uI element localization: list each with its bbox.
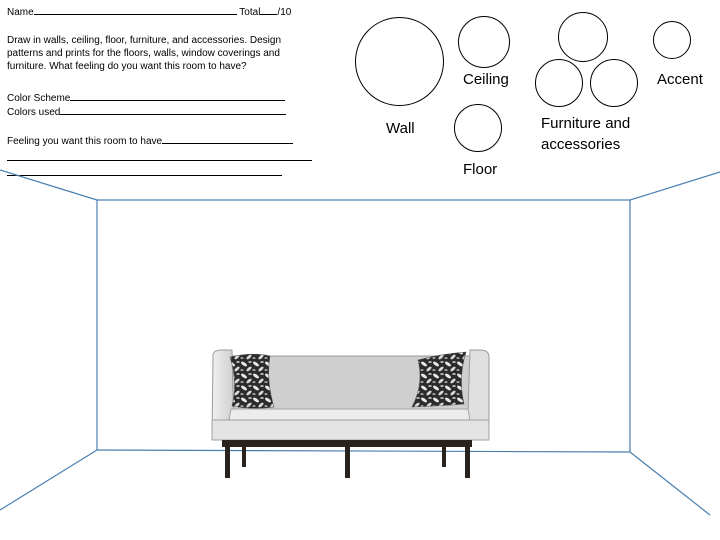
color-scheme-label: Color Scheme: [7, 93, 71, 104]
sofa-seat: [229, 409, 470, 420]
instructions-text: Draw in walls, ceiling, floor, furniture, and accessories. Design patterns and prints for the floors, walls, window coverings and furniture. What feeling do you want this room to have?: [7, 35, 282, 72]
total-label: Total: [239, 7, 261, 18]
right-pillow: [412, 352, 466, 407]
floor-label: Floor: [463, 161, 498, 178]
sofa-base: [212, 420, 489, 440]
back-wall-bottom: [97, 450, 630, 452]
feeling-label: Feeling you want this room to have: [7, 136, 163, 147]
sofa-leg: [242, 445, 246, 467]
floor-left-edge: [0, 450, 97, 510]
name-label: Name: [7, 7, 34, 18]
accent-label: Accent: [657, 71, 703, 88]
floor-right-edge: [630, 452, 710, 515]
ceiling-left-edge: [0, 170, 97, 200]
furniture-label: Furniture and accessories: [541, 115, 631, 153]
sofa-leg: [442, 445, 446, 467]
sofa-leg: [465, 445, 470, 478]
room-outline: [0, 170, 720, 515]
sofa-leg: [225, 445, 230, 478]
left-pillow: [230, 354, 274, 408]
sofa-leg: [345, 445, 350, 478]
wall-label: Wall: [386, 120, 415, 137]
ceiling-label: Ceiling: [463, 71, 509, 88]
colors-used-label: Colors used: [7, 107, 61, 118]
ceiling-right-edge: [630, 172, 720, 200]
total-suffix: /10: [277, 7, 292, 18]
sofa-illustration: [212, 350, 489, 478]
